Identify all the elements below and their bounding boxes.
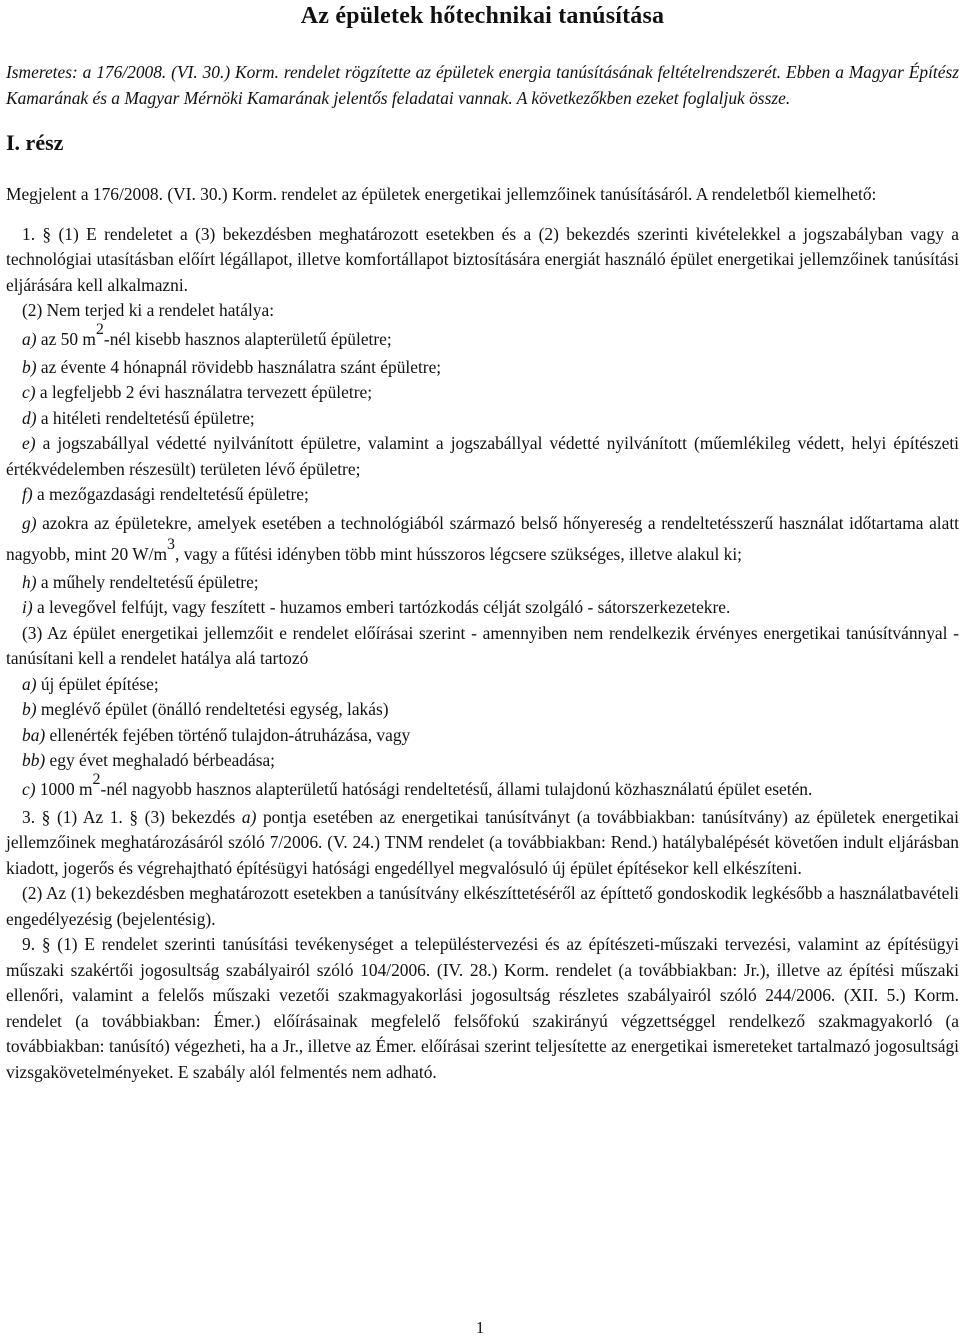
list-label: i) [22, 597, 33, 617]
list-label: a) [241, 806, 257, 827]
list-label: f) [22, 484, 33, 504]
list-text: a mezőgazdasági rendeltetésű épületre; [32, 484, 309, 504]
list-text: a műhely rendeltetésű épületre; [36, 571, 259, 592]
list-label: g) [22, 512, 37, 533]
list-label: ba) [22, 724, 46, 745]
superscript: 2 [95, 320, 104, 338]
list-text: azokra az épületekre, amelyek esetében a technológiából származó belső hőnyereség a rendeltetésszerű használat időtartama alatt nagyobb, mint 20 W/m [6, 512, 959, 564]
section-3-paragraph-2: (2) Az (1) bekezdésben meghatározott esetekben a tanúsítvány elkészíttetéséről az építtető gondoskodik legkésőbb a használatbavételi engedélyezésig (bejelentésig). [6, 883, 959, 929]
list-text: az évente 4 hónapnál rövidebb használatra szánt épületre; [36, 356, 442, 377]
list-label: b) [22, 356, 37, 377]
list-item-e [6, 431, 959, 482]
list-label: c) [22, 382, 36, 402]
part-heading: I. rész [6, 130, 64, 155]
list-text: új épület építése; [36, 673, 159, 694]
superscript: 3 [167, 535, 176, 553]
regulation-body [6, 222, 959, 1086]
document-title: Az épületek hőtechnikai tanúsítása [300, 3, 665, 29]
list-label: a) [22, 673, 37, 694]
list-label: a) [22, 328, 37, 349]
list-text: -nél nagyobb hasznos alapterületű hatósági rendeltetésű, állami tulajdonú közhasználatú épület esetén. [100, 778, 813, 799]
section-9-paragraph-1: 9. § (1) E rendelet szerinti tanúsítási tevékenységet a településtervezési és az építészeti-műszaki tervezési, valamint az építésügyi műszaki szakértői jogosultság szabályairól szóló 104/2006. (IV. 28.) Korm. rendelet (a továbbiakban: Jr.), illetve az építési műszaki ellenőri, valamint a felelős műszaki vezetői szakmagyakorlási jogosultság részletes szabályairól szóló 244/2006. (XII. 5.) Korm. rendelet (a továbbiakban: Émer.) előírásainak megfelelő felsőfokú szakirányú végzettséggel rendelkező szakmagyakorló (a továbbiakban: tanúsító) végezheti, ha a Jr., illetve az Émer. előírásai szerint teljesítette az energetikai ismereteket tartalmazó jogosultsági vizsgakövetelményeket. E szabály alól felmentés nem adható. [6, 934, 959, 1082]
list-item-d [6, 406, 959, 432]
list-label: c) [22, 778, 36, 799]
section-3-paragraph-1 [6, 805, 959, 882]
list3-item-a [6, 672, 959, 698]
paragraph-text: pontja esetében az energetikai tanúsítványt (a továbbiakban: tanúsítvány) az épületek energetikai jellemzőinek meghatározásáról szóló 7/2006. (V. 24.) TNM rendelet (a továbbiakban: Rend.) hatálybalépését követően indult eljárásban kiadott, jogerős és végrehajtható építésügyi hatósági engedéllyel megvalósuló új épület építésekor kell elkészíteni. [6, 806, 959, 878]
section-1-paragraph-2: (2) Nem terjed ki a rendelet hatálya: [22, 300, 275, 320]
list-label: e) [22, 433, 36, 453]
intro-paragraph: Ismeretes: a 176/2008. (VI. 30.) Korm. rendelet rögzítette az épületek energia tanúsításának feltételrendszerét. Ebben a Magyar Építész Kamarának és a Magyar Mérnöki Kamarának jelentős feladatai vannak. A következőkben ezeket foglaljuk össze. [6, 62, 959, 108]
page-number: 1 [475, 1318, 485, 1337]
list-item-a [6, 320, 959, 355]
list-label: d) [22, 407, 37, 428]
list3-item-b [6, 697, 959, 723]
superscript: 2 [92, 770, 101, 788]
list-label: h) [22, 571, 37, 592]
paragraph-text: 3. § (1) Az 1. § (3) bekezdés [22, 806, 242, 827]
document-page [6, 0, 959, 1085]
list-item-c [6, 380, 959, 406]
list-text: -nél kisebb hasznos alapterületű épületre; [103, 328, 392, 349]
section-1-paragraph-1: 1. § (1) E rendeletet a (3) bekezdésben meghatározott esetekben és a (2) bekezdés szerinti kivételekkel a jogszabályban vagy a technológiai utasításban előírt légállapot, illetve komfortállapot biztosítására energiát használó épület energetikai jellemzőinek tanúsítási eljárására kell alkalmazni. [6, 223, 959, 295]
list-text: 1000 m [35, 778, 93, 799]
list-text: , vagy a fűtési idényben több mint hússzoros légcsere szükséges, illetve alakul ki; [175, 543, 743, 564]
list3-item-c [6, 770, 959, 805]
list-text: meglévő épület (önálló rendeltetési egység, lakás) [36, 699, 389, 719]
lede-paragraph: Megjelent a 176/2008. (VI. 30.) Korm. rendelet az épületek energetikai jellemzőinek tanúsításáról. A rendeletből kiemelhető: [6, 184, 877, 204]
list-text: a hitéleti rendeltetésű épületre; [36, 407, 255, 428]
list-text: ellenérték fejében történő tulajdon-átruházása, vagy [45, 724, 411, 745]
list3-item-ba [6, 723, 959, 749]
list-item-h [6, 570, 959, 596]
list3-item-bb [6, 748, 959, 774]
list-text: a jogszabállyal védetté nyilvánított épületre, valamint a jogszabállyal védetté nyilvánított (műemlékileg védett, helyi építészeti értékvédelemben részesült) területen lévő épületre; [6, 433, 959, 479]
list-label: bb) [22, 750, 46, 770]
list-label: b) [22, 699, 37, 719]
list-item-g [6, 508, 959, 570]
list-item-i [6, 595, 959, 621]
list-item-f [6, 482, 959, 508]
list-text: egy évet meghaladó bérbeadása; [45, 750, 276, 770]
list-text: a legfeljebb 2 évi használatra tervezett épületre; [35, 382, 373, 402]
list-item-b [6, 355, 959, 381]
list-text: az 50 m [36, 328, 96, 349]
section-1-paragraph-3: (3) Az épület energetikai jellemzőit e rendelet előírásai szerint - amennyiben nem rendelkezik érvényes energetikai tanúsítvánnyal - tanúsítani kell a rendelet hatálya alá tartozó [6, 622, 959, 668]
list-text: a levegővel felfújt, vagy feszített - huzamos emberi tartózkodás célját szolgáló - sátorszerkezetekre. [32, 597, 731, 617]
